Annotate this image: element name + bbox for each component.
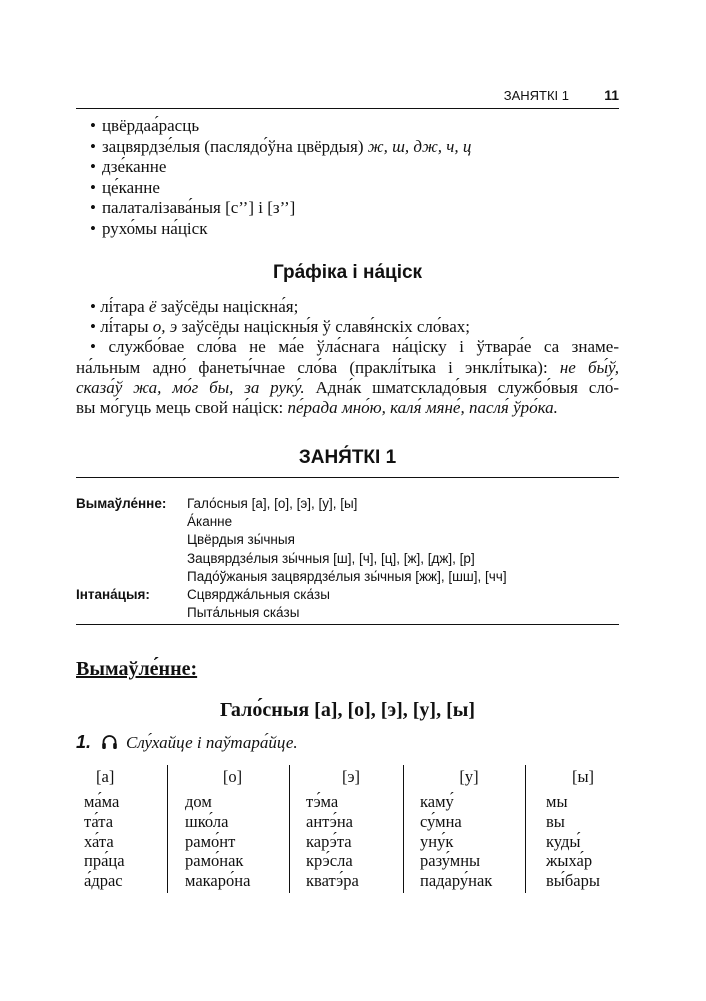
lesson-rule-top: [76, 477, 619, 478]
lesson-rule-bottom: [76, 624, 619, 625]
plan-row: [76, 568, 619, 586]
plan-item: Зацвярдзе́лыя зы́чныя [ш], [ч], [ц], [ж], [дж], [р]: [187, 550, 475, 566]
plan-item: Цвёрдыя зы́чныя: [187, 532, 295, 548]
bullet-item: • цвёрдаа́расць: [90, 116, 471, 137]
word-item: крэ́сла: [306, 851, 353, 871]
plan-row: [76, 495, 619, 513]
running-header: [76, 86, 619, 106]
word-item: каму́: [420, 792, 454, 811]
word-item: а́драс: [84, 871, 123, 891]
word-column-o: [185, 765, 280, 895]
graphics-stress-paragraph: [76, 297, 619, 418]
word-list: [420, 792, 518, 891]
column-header: [а]: [96, 767, 115, 786]
word-item: куды́: [546, 831, 581, 851]
word-item: падару́нак: [420, 871, 493, 891]
plan-item: Падо́ўжаныя зацвярдзе́лыя зы́чныя [жж], [шш], [чч]: [187, 568, 507, 584]
word-item: уну́к: [420, 831, 454, 851]
bullet-item: • рухо́мы на́ціск: [90, 219, 471, 240]
column-header: [о]: [222, 767, 243, 786]
word-item: кватэ́ра: [306, 871, 359, 891]
plan-row: [76, 604, 619, 622]
word-item: дом: [185, 792, 212, 811]
table-divider: [525, 765, 526, 893]
word-item: шко́ла: [185, 811, 229, 831]
table-divider: [403, 765, 404, 893]
word-list: [185, 792, 280, 891]
plan-item: Сцвярджа́льныя ска́зы: [187, 586, 330, 602]
header-rule: [76, 108, 619, 109]
plan-row: [76, 513, 619, 531]
lesson-plan: [76, 495, 619, 622]
word-item: карэ́та: [306, 831, 352, 851]
running-header-chapter: ЗАНЯТКІ 1: [503, 88, 569, 103]
word-list: [546, 792, 620, 891]
word-item: пра́ца: [84, 851, 125, 871]
word-list: [84, 792, 160, 891]
plan-item: Гало́сныя [а], [о], [э], [у], [ы]: [187, 496, 358, 511]
word-item: су́мна: [420, 811, 462, 831]
word-item: макаро́на: [185, 871, 251, 891]
word-column-y: [546, 765, 620, 895]
word-item: рамо́нт: [185, 831, 236, 851]
headphones-icon: [101, 734, 118, 755]
bullet-item: • дзе́канне: [90, 157, 471, 178]
plan-label-pronunciation: Вымаўле́нне:: [76, 496, 167, 511]
plan-row: [76, 550, 619, 568]
plan-label-intonation: Інтана́цыя:: [76, 586, 150, 602]
page-number: 11: [604, 87, 619, 103]
word-column-e: [306, 765, 396, 895]
word-item: ма́ма: [84, 792, 120, 811]
word-item: мы: [546, 792, 568, 811]
plan-row: [76, 531, 619, 549]
word-item: рамо́нак: [185, 851, 244, 871]
paragraph-line: сказа́ў жа, мо́г бы, за руку́. Адна́к шматскладо́выя службо́выя сло́-: [76, 377, 620, 397]
word-item: вы: [546, 811, 565, 831]
paragraph-line: вы мо́гуць мець свой на́ціск: пе́рада мно́ю, каля́ мяне́, пасля́ ўро́ка.: [76, 398, 558, 418]
column-header: [э]: [341, 767, 361, 786]
word-item: та́та: [84, 811, 114, 831]
paragraph-line: на́льным адно́ фанеты́чнае сло́ва (праклі́тыка і энклі́тыка): не бы́ў,: [76, 357, 619, 377]
table-divider: [167, 765, 168, 893]
section-title: Гра́фіка і на́ціск: [272, 262, 423, 283]
word-item: разу́мны: [420, 851, 481, 871]
bullet-item: • це́канне: [90, 178, 471, 199]
sub-title: Гало́сныя [а], [о], [э], [у], [ы]: [219, 699, 476, 721]
exercise-number: 1.: [76, 732, 92, 752]
bullet-item: • палаталізава́ныя [с’’] і [з’’]: [90, 198, 471, 219]
sub-heading: Вымаўле́нне:: [76, 658, 198, 680]
column-header: [у]: [459, 767, 479, 786]
word-column-u: [420, 765, 518, 895]
paragraph-line: • лі́тары о, э заўсёды націскны́я ў славя́нскіх сло́вах;: [90, 317, 470, 337]
plan-item: А́канне: [187, 514, 233, 530]
plan-item: Пыта́льныя ска́зы: [187, 605, 300, 621]
plan-row: [76, 586, 619, 604]
word-item: ха́та: [84, 831, 114, 851]
bullet-item: • зацвярдзе́лыя (паслядо́ўна цвёрдыя) ж, ш, дж, ч, ц: [90, 137, 471, 158]
intro-bullet-list: [90, 116, 471, 239]
table-divider: [289, 765, 290, 893]
paragraph-line: • лі́тара ё заўсёды націскна́я;: [90, 297, 299, 316]
exercise-line: [76, 732, 298, 755]
paragraph-line: • службо́вае сло́ва не ма́е ўла́снага на́ціску і ўтвара́е са знаме-: [90, 337, 619, 357]
column-header: [ы]: [571, 767, 595, 786]
lesson-title: ЗАНЯ́ТКІ 1: [298, 447, 397, 468]
word-list: [306, 792, 396, 891]
word-item: вы́бары: [546, 871, 600, 891]
word-column-a: [84, 765, 160, 895]
word-item: жыха́р: [546, 851, 593, 871]
word-item: антэ́на: [306, 811, 354, 831]
word-item: тэ́ма: [306, 792, 339, 811]
exercise-instruction: Слу́хайце і паўтара́йце.: [126, 733, 298, 752]
